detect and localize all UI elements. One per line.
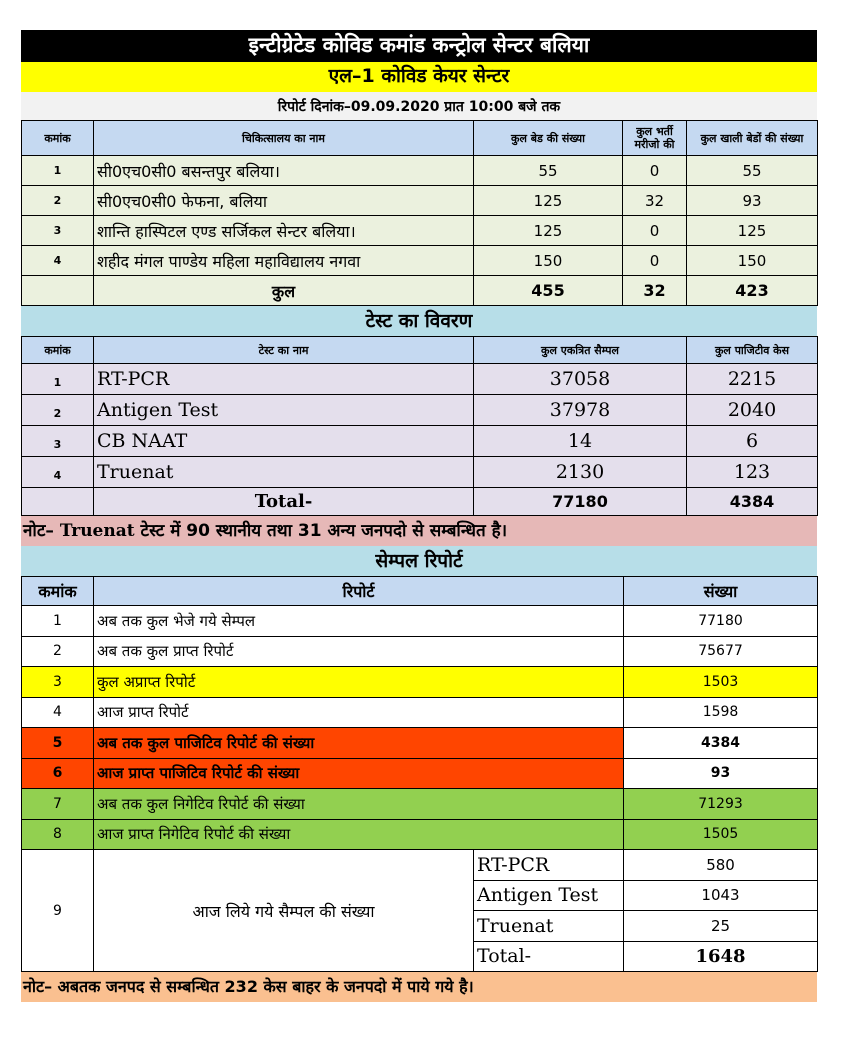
truenat-note: [21, 516, 817, 546]
serial-cell: 1: [22, 156, 94, 186]
header-positive: कुल पाजिटीव केस: [687, 337, 818, 364]
count-cell: 1598: [624, 697, 818, 728]
beds-cell: 125: [474, 216, 623, 246]
count-cell: 4384: [624, 728, 818, 759]
tests-header-row: [22, 337, 818, 364]
beds-cell: 150: [474, 246, 623, 276]
beds-total-value: 455: [474, 276, 623, 306]
header-samples: कुल एकत्रित सैम्पल: [474, 337, 687, 364]
count-cell: 1505: [624, 819, 818, 850]
hospital-name-cell: सी0एच0सी0 बसन्तपुर बलिया।: [94, 156, 474, 186]
table-row: [22, 789, 818, 820]
report-label-cell: अब तक कुल प्राप्त रिपोर्ट: [94, 636, 624, 667]
covid-report-sheet: [21, 30, 817, 1002]
note-prefix: नोट–: [23, 521, 60, 541]
test-name-cell: Truenat: [94, 457, 474, 488]
tests-total-row: [22, 488, 818, 516]
samples-cell: 37058: [474, 364, 687, 395]
hospital-name-cell: शहीद मंगल पाण्डेय महिला महाविद्यालय नगवा: [94, 246, 474, 276]
report-label-cell: कुल अप्राप्त रिपोर्ट: [94, 667, 624, 698]
today-samples-label: आज लिये गये सैम्पल की संख्या: [94, 850, 474, 972]
admitted-cell: 32: [623, 186, 687, 216]
table-row: [22, 364, 818, 395]
report-label-cell: अब तक कुल भेजे गये सेम्पल: [94, 606, 624, 637]
header-report: रिपोर्ट: [94, 577, 624, 606]
table-row: [22, 758, 818, 789]
samples-cell: 2130: [474, 457, 687, 488]
table-row: [22, 728, 818, 759]
serial-cell: 1: [22, 606, 94, 637]
samples-table: [21, 576, 818, 972]
today-total-value: 1648: [624, 941, 818, 972]
positive-cell: 2215: [687, 364, 818, 395]
positive-cell: 2040: [687, 395, 818, 426]
beds-cell: 55: [474, 156, 623, 186]
beds-cell: 125: [474, 186, 623, 216]
serial-cell: 4: [22, 246, 94, 276]
table-row: [22, 426, 818, 457]
header-hospital-name: चिकित्सालय का नाम: [94, 121, 474, 156]
vacant-cell: 150: [687, 246, 818, 276]
count-cell: 75677: [624, 636, 818, 667]
beds-total-row: [22, 276, 818, 306]
serial-cell: 8: [22, 819, 94, 850]
table-row: [22, 606, 818, 637]
tests-table: [21, 336, 818, 516]
header-serial: कमांक: [22, 121, 94, 156]
table-row: [22, 395, 818, 426]
table-row: [22, 667, 818, 698]
today-samples-row: [22, 850, 818, 881]
serial-cell: 1: [22, 364, 94, 395]
header-vacant-beds: कुल खाली बेडों की संख्या: [687, 121, 818, 156]
note-test-name: Truenat: [59, 521, 135, 541]
serial-cell: 3: [22, 667, 94, 698]
report-label-cell: अब तक कुल निगेटिव रिपोर्ट की संख्या: [94, 789, 624, 820]
count-cell: 93: [624, 758, 818, 789]
serial-cell: 5: [22, 728, 94, 759]
header-total-beds: कुल बेड की संख्या: [474, 121, 623, 156]
today-test-name: Antigen Test: [474, 880, 624, 911]
beds-total-label: कुल: [94, 276, 474, 306]
today-test-count: 580: [624, 850, 818, 881]
count-cell: 1503: [624, 667, 818, 698]
tests-section-heading: टेस्ट का विवरण: [21, 306, 817, 336]
header-test-name: टेस्ट का नाम: [94, 337, 474, 364]
serial-cell: 2: [22, 395, 94, 426]
report-label-cell: आज प्राप्त पाजिटिव रिपोर्ट की संख्या: [94, 758, 624, 789]
header-serial: कमांक: [22, 337, 94, 364]
vacant-total-value: 423: [687, 276, 818, 306]
samples-total-value: 77180: [474, 488, 687, 516]
samples-header-row: [22, 577, 818, 606]
outside-district-note: नोट– अबतक जनपद से सम्बन्धित 232 केस बाहर के जनपदो में पाये गये है।: [21, 972, 817, 1002]
positive-total-value: 4384: [687, 488, 818, 516]
today-test-count: 25: [624, 911, 818, 942]
table-row: [22, 246, 818, 276]
vacant-cell: 93: [687, 186, 818, 216]
today-total-label: Total-: [474, 941, 624, 972]
samples-cell: 37978: [474, 395, 687, 426]
header-admitted: कुल भर्ती मरीजो की: [623, 121, 687, 156]
beds-table: [21, 120, 818, 306]
count-cell: 71293: [624, 789, 818, 820]
samples-section-heading: सेम्पल रिपोर्ट: [21, 546, 817, 576]
report-subtitle: एल–1 कोविड केयर सेन्टर: [21, 62, 817, 92]
serial-cell: 3: [22, 216, 94, 246]
table-row: [22, 186, 818, 216]
test-name-cell: CB NAAT: [94, 426, 474, 457]
note-text: टेस्ट में 90 स्थानीय तथा 31 अन्य जनपदो से सम्बन्धित है।: [134, 521, 508, 541]
test-name-cell: RT-PCR: [94, 364, 474, 395]
table-row: [22, 819, 818, 850]
tests-total-label: Total-: [94, 488, 474, 516]
table-row: [22, 697, 818, 728]
empty-cell: [22, 488, 94, 516]
empty-cell: [22, 276, 94, 306]
today-test-name: RT-PCR: [474, 850, 624, 881]
table-row: [22, 457, 818, 488]
positive-cell: 6: [687, 426, 818, 457]
vacant-cell: 55: [687, 156, 818, 186]
admitted-cell: 0: [623, 156, 687, 186]
serial-cell: 7: [22, 789, 94, 820]
positive-cell: 123: [687, 457, 818, 488]
today-test-count: 1043: [624, 880, 818, 911]
samples-cell: 14: [474, 426, 687, 457]
report-date: रिपोर्ट दिनांक–09.09.2020 प्रात 10:00 बजे तक: [21, 92, 817, 120]
serial-cell: 9: [22, 850, 94, 972]
serial-cell: 6: [22, 758, 94, 789]
header-serial: कमांक: [22, 577, 94, 606]
admitted-cell: 0: [623, 246, 687, 276]
beds-header-row: [22, 121, 818, 156]
hospital-name-cell: सी0एच0सी0 फेफना, बलिया: [94, 186, 474, 216]
table-row: [22, 156, 818, 186]
admitted-cell: 0: [623, 216, 687, 246]
admitted-total-value: 32: [623, 276, 687, 306]
report-label-cell: आज प्राप्त निगेटिव रिपोर्ट की संख्या: [94, 819, 624, 850]
serial-cell: 4: [22, 457, 94, 488]
report-title: इन्टीग्रेटेड कोविड कमांड कन्ट्रोल सेन्टर बलिया: [21, 30, 817, 62]
report-label-cell: अब तक कुल पाजिटिव रिपोर्ट की संख्या: [94, 728, 624, 759]
table-row: [22, 636, 818, 667]
serial-cell: 2: [22, 186, 94, 216]
count-cell: 77180: [624, 606, 818, 637]
test-name-cell: Antigen Test: [94, 395, 474, 426]
hospital-name-cell: शान्ति हास्पिटल एण्ड सर्जिकल सेन्टर बलिया।: [94, 216, 474, 246]
serial-cell: 3: [22, 426, 94, 457]
table-row: [22, 216, 818, 246]
report-label-cell: आज प्राप्त रिपोर्ट: [94, 697, 624, 728]
serial-cell: 2: [22, 636, 94, 667]
header-count: संख्या: [624, 577, 818, 606]
today-test-name: Truenat: [474, 911, 624, 942]
vacant-cell: 125: [687, 216, 818, 246]
serial-cell: 4: [22, 697, 94, 728]
